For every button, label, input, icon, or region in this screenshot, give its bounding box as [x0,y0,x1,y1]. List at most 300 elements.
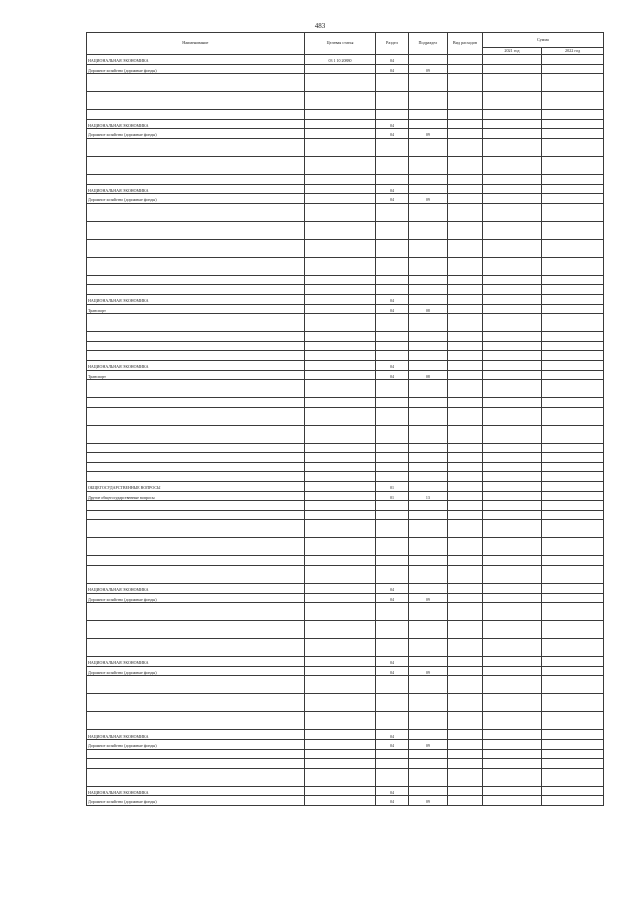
cell-name [87,621,305,639]
cell-section: 04 [376,370,408,380]
cell-sum-year-2 [542,370,604,380]
table-row [87,462,604,472]
cell-sum-year-2 [542,538,604,556]
cell-section [376,639,408,657]
cell-expense-type [448,74,483,92]
cell-subsection [408,786,448,796]
cell-sum-year-1 [482,593,541,603]
cell-name: Дорожное хозяйство (дорожные фонды) [87,194,305,204]
cell-sum-year-1 [482,510,541,520]
cell-sum-year-2 [542,786,604,796]
cell-sum-year-1 [482,443,541,453]
cell-subsection [408,74,448,92]
cell-target-article [304,740,376,750]
cell-target-article [304,786,376,796]
cell-target-article [304,666,376,676]
cell-sum-year-2 [542,443,604,453]
cell-sum-year-2 [542,314,604,332]
cell-name [87,203,305,221]
cell-expense-type [448,621,483,639]
table-row [87,796,604,806]
cell-sum-year-1 [482,666,541,676]
cell-sum-year-2 [542,694,604,712]
cell-sum-year-1 [482,425,541,443]
cell-subsection [408,110,448,120]
cell-target-article [304,453,376,463]
cell-name: Транспорт [87,370,305,380]
cell-subsection: 09 [408,740,448,750]
cell-sum-year-2 [542,360,604,370]
cell-sum-year-2 [542,453,604,463]
cell-name: НАЦИОНАЛЬНАЯ ЭКОНОМИКА [87,184,305,194]
cell-sum-year-2 [542,657,604,667]
cell-sum-year-1 [482,501,541,511]
cell-target-article [304,314,376,332]
table-row [87,129,604,139]
cell-sum-year-2 [542,92,604,110]
cell-sum-year-2 [542,621,604,639]
cell-sum-year-2 [542,294,604,304]
cell-subsection [408,92,448,110]
cell-section [376,92,408,110]
cell-target-article [304,556,376,566]
cell-section [376,380,408,398]
cell-section [376,621,408,639]
cell-target-article [304,203,376,221]
cell-sum-year-1 [482,294,541,304]
cell-target-article [304,398,376,408]
cell-subsection [408,556,448,566]
cell-name [87,694,305,712]
cell-expense-type [448,730,483,740]
cell-section [376,221,408,239]
table-row [87,676,604,694]
table-row [87,584,604,594]
cell-expense-type [448,566,483,584]
cell-section [376,314,408,332]
table-row [87,482,604,492]
cell-target-article [304,257,376,275]
cell-sum-year-2 [542,796,604,806]
cell-subsection [408,314,448,332]
cell-sum-year-1 [482,740,541,750]
cell-sum-year-2 [542,239,604,257]
cell-subsection [408,239,448,257]
cell-sum-year-1 [482,759,541,769]
cell-sum-year-1 [482,453,541,463]
cell-sum-year-2 [542,110,604,120]
cell-expense-type [448,138,483,156]
cell-subsection [408,462,448,472]
cell-expense-type [448,584,483,594]
cell-expense-type [448,740,483,750]
cell-name [87,407,305,425]
cell-subsection [408,768,448,786]
cell-subsection [408,584,448,594]
cell-section [376,341,408,351]
cell-sum-year-1 [482,138,541,156]
cell-target-article [304,294,376,304]
cell-expense-type [448,443,483,453]
cell-sum-year-1 [482,491,541,501]
cell-expense-type [448,786,483,796]
cell-expense-type [448,556,483,566]
cell-subsection [408,472,448,482]
cell-target-article [304,472,376,482]
cell-section [376,538,408,556]
header-sum: Сумма [482,33,603,48]
cell-sum-year-2 [542,639,604,657]
cell-sum-year-1 [482,203,541,221]
cell-expense-type [448,92,483,110]
cell-name [87,425,305,443]
cell-expense-type [448,203,483,221]
cell-subsection [408,156,448,174]
cell-sum-year-1 [482,398,541,408]
cell-name [87,462,305,472]
cell-target-article [304,119,376,129]
cell-name: ОБЩЕГОСУДАРСТВЕННЫЕ ВОПРОСЫ [87,482,305,492]
table-row [87,332,604,342]
cell-subsection [408,174,448,184]
cell-expense-type [448,407,483,425]
cell-name [87,285,305,295]
cell-name: Другие общегосударственные вопросы [87,491,305,501]
cell-sum-year-1 [482,407,541,425]
cell-name: Дорожное хозяйство (дорожные фонды) [87,740,305,750]
cell-subsection [408,759,448,769]
cell-section [376,501,408,511]
table-row [87,501,604,511]
table-row [87,566,604,584]
cell-name [87,538,305,556]
cell-name: НАЦИОНАЛЬНАЯ ЭКОНОМИКА [87,55,305,65]
table-row [87,304,604,314]
cell-section [376,332,408,342]
cell-name [87,174,305,184]
cell-section [376,462,408,472]
cell-subsection [408,566,448,584]
cell-target-article [304,341,376,351]
cell-sum-year-2 [542,64,604,74]
table-row [87,491,604,501]
cell-target-article [304,351,376,361]
cell-sum-year-1 [482,370,541,380]
table-row [87,730,604,740]
cell-expense-type [448,239,483,257]
table-row [87,694,604,712]
cell-subsection: 08 [408,370,448,380]
cell-section [376,712,408,730]
cell-section [376,520,408,538]
cell-sum-year-1 [482,92,541,110]
table-row [87,138,604,156]
cell-expense-type [448,666,483,676]
table-row [87,556,604,566]
table-row [87,398,604,408]
cell-sum-year-2 [542,472,604,482]
cell-sum-year-2 [542,768,604,786]
cell-sum-year-1 [482,129,541,139]
table-row [87,621,604,639]
cell-expense-type [448,593,483,603]
table-row [87,194,604,204]
table-row [87,64,604,74]
header-subsection: Подраздел [408,33,448,55]
cell-sum-year-2 [542,482,604,492]
cell-expense-type [448,425,483,443]
cell-subsection [408,407,448,425]
cell-name [87,239,305,257]
cell-target-article [304,796,376,806]
table-row [87,510,604,520]
cell-subsection [408,360,448,370]
cell-target-article [304,462,376,472]
table-row [87,184,604,194]
cell-sum-year-2 [542,257,604,275]
cell-sum-year-2 [542,184,604,194]
cell-subsection [408,341,448,351]
cell-target-article [304,74,376,92]
cell-target-article [304,593,376,603]
cell-subsection [408,501,448,511]
cell-sum-year-2 [542,759,604,769]
cell-name [87,453,305,463]
table-row [87,360,604,370]
table-row [87,657,604,667]
cell-sum-year-1 [482,657,541,667]
table-row [87,603,604,621]
cell-expense-type [448,453,483,463]
cell-name [87,556,305,566]
cell-expense-type [448,501,483,511]
cell-sum-year-2 [542,730,604,740]
table-row [87,407,604,425]
cell-subsection [408,520,448,538]
cell-sum-year-2 [542,221,604,239]
cell-section [376,239,408,257]
cell-sum-year-1 [482,285,541,295]
cell-subsection [408,730,448,740]
cell-sum-year-1 [482,676,541,694]
cell-section [376,138,408,156]
cell-section [376,676,408,694]
cell-sum-year-2 [542,119,604,129]
cell-name: Дорожное хозяйство (дорожные фонды) [87,796,305,806]
cell-section: 04 [376,657,408,667]
cell-sum-year-2 [542,203,604,221]
cell-expense-type [448,285,483,295]
cell-subsection: 09 [408,194,448,204]
cell-sum-year-1 [482,156,541,174]
cell-section [376,156,408,174]
cell-sum-year-1 [482,730,541,740]
table-row [87,425,604,443]
cell-subsection [408,425,448,443]
cell-sum-year-1 [482,257,541,275]
cell-sum-year-2 [542,398,604,408]
cell-name: НАЦИОНАЛЬНАЯ ЭКОНОМИКА [87,360,305,370]
cell-sum-year-2 [542,666,604,676]
cell-sum-year-1 [482,538,541,556]
cell-sum-year-1 [482,621,541,639]
cell-name [87,110,305,120]
cell-name: НАЦИОНАЛЬНАЯ ЭКОНОМИКА [87,294,305,304]
cell-sum-year-2 [542,285,604,295]
cell-subsection [408,657,448,667]
cell-expense-type [448,370,483,380]
cell-section: 01 [376,491,408,501]
cell-section: 04 [376,294,408,304]
cell-target-article [304,138,376,156]
cell-name [87,332,305,342]
cell-section [376,566,408,584]
cell-target-article [304,491,376,501]
cell-target-article [304,174,376,184]
cell-expense-type [448,341,483,351]
cell-sum-year-1 [482,221,541,239]
cell-section: 04 [376,740,408,750]
cell-sum-year-1 [482,119,541,129]
cell-target-article [304,712,376,730]
table-row [87,257,604,275]
table-body [87,55,604,806]
cell-subsection [408,749,448,759]
cell-section: 04 [376,786,408,796]
cell-section [376,74,408,92]
cell-expense-type [448,156,483,174]
table-row [87,351,604,361]
cell-expense-type [448,657,483,667]
cell-expense-type [448,110,483,120]
cell-expense-type [448,55,483,65]
table-row [87,380,604,398]
cell-expense-type [448,759,483,769]
cell-sum-year-1 [482,341,541,351]
cell-name [87,351,305,361]
cell-sum-year-1 [482,768,541,786]
cell-expense-type [448,304,483,314]
cell-sum-year-1 [482,64,541,74]
cell-expense-type [448,462,483,472]
cell-expense-type [448,676,483,694]
cell-target-article [304,730,376,740]
cell-expense-type [448,510,483,520]
cell-section [376,285,408,295]
cell-sum-year-2 [542,407,604,425]
cell-subsection [408,351,448,361]
cell-sum-year-1 [482,786,541,796]
cell-target-article: 03 1 10 20880 [304,55,376,65]
cell-sum-year-2 [542,566,604,584]
cell-sum-year-2 [542,584,604,594]
table-row [87,203,604,221]
cell-section: 04 [376,360,408,370]
table-row [87,370,604,380]
cell-section [376,425,408,443]
cell-section [376,749,408,759]
cell-name [87,712,305,730]
table-row [87,453,604,463]
cell-name [87,639,305,657]
cell-name [87,221,305,239]
table-row [87,285,604,295]
cell-section: 04 [376,730,408,740]
cell-sum-year-2 [542,593,604,603]
cell-name [87,380,305,398]
cell-name [87,314,305,332]
cell-section [376,110,408,120]
cell-target-article [304,482,376,492]
cell-sum-year-2 [542,174,604,184]
cell-expense-type [448,694,483,712]
cell-section: 04 [376,184,408,194]
cell-sum-year-2 [542,520,604,538]
cell-target-article [304,510,376,520]
cell-expense-type [448,221,483,239]
cell-section: 04 [376,304,408,314]
cell-target-article [304,694,376,712]
cell-section: 04 [376,666,408,676]
cell-name [87,472,305,482]
table-row [87,538,604,556]
cell-sum-year-1 [482,566,541,584]
cell-name [87,341,305,351]
cell-target-article [304,332,376,342]
cell-section: 04 [376,584,408,594]
cell-sum-year-1 [482,74,541,92]
cell-subsection [408,184,448,194]
cell-sum-year-2 [542,556,604,566]
cell-name [87,501,305,511]
cell-expense-type [448,174,483,184]
cell-subsection [408,639,448,657]
cell-expense-type [448,129,483,139]
cell-target-article [304,538,376,556]
cell-name: Дорожное хозяйство (дорожные фонды) [87,666,305,676]
cell-target-article [304,156,376,174]
cell-name: НАЦИОНАЛЬНАЯ ЭКОНОМИКА [87,657,305,667]
cell-target-article [304,285,376,295]
cell-sum-year-2 [542,332,604,342]
cell-subsection: 09 [408,796,448,806]
cell-sum-year-2 [542,676,604,694]
cell-sum-year-2 [542,156,604,174]
table-row [87,593,604,603]
cell-target-article [304,676,376,694]
cell-target-article [304,92,376,110]
cell-target-article [304,129,376,139]
cell-expense-type [448,538,483,556]
cell-sum-year-1 [482,482,541,492]
cell-expense-type [448,639,483,657]
cell-sum-year-2 [542,341,604,351]
cell-name [87,510,305,520]
cell-subsection [408,453,448,463]
cell-name [87,92,305,110]
cell-expense-type [448,351,483,361]
cell-name: НАЦИОНАЛЬНАЯ ЭКОНОМИКА [87,730,305,740]
cell-expense-type [448,472,483,482]
cell-section [376,472,408,482]
cell-expense-type [448,768,483,786]
cell-section [376,510,408,520]
cell-target-article [304,520,376,538]
cell-subsection [408,510,448,520]
cell-subsection [408,119,448,129]
cell-sum-year-1 [482,275,541,285]
cell-subsection [408,443,448,453]
